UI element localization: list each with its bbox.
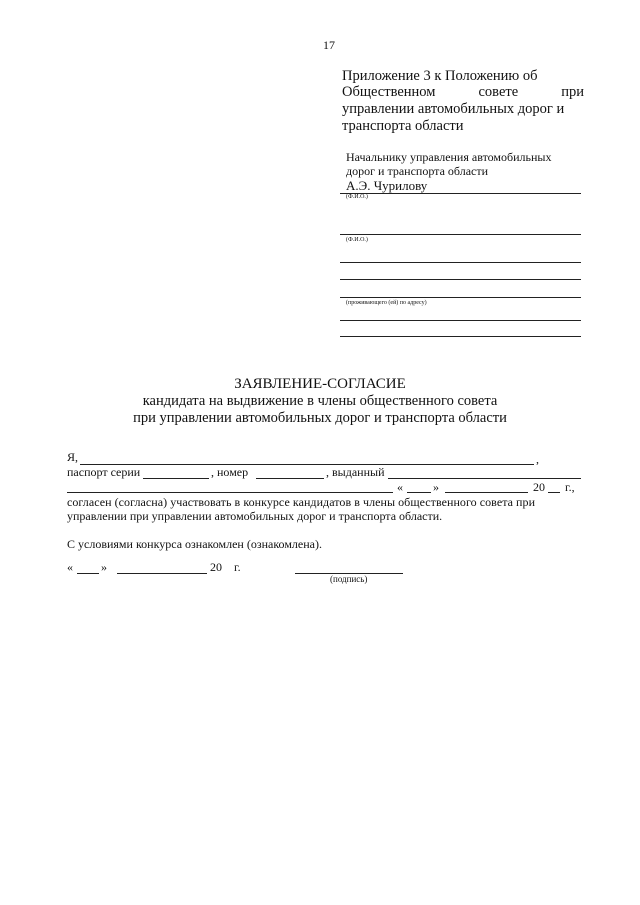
addressee-name: А.Э. Чурилову bbox=[346, 178, 428, 193]
issue-year-suffix: г., bbox=[565, 480, 575, 494]
passport-series-field[interactable] bbox=[143, 478, 209, 479]
sign-year-suffix: г. bbox=[234, 560, 241, 574]
passport-number-label: , номер bbox=[211, 465, 249, 479]
passport-issued-label: , выданный bbox=[326, 465, 385, 479]
issue-date-quote-close: » bbox=[433, 480, 439, 494]
document-title: ЗАЯВЛЕНИЕ-СОГЛАСИЕ bbox=[234, 376, 406, 392]
consent-text-line-1: согласен (согласна) участвовать в конкурсе кандидатов в члены общественного совета при bbox=[67, 495, 536, 509]
passport-issued-field[interactable] bbox=[388, 478, 581, 479]
appendix-word-1: Общественном bbox=[342, 84, 436, 100]
fio-label-2: (Ф.И.О.) bbox=[346, 237, 368, 243]
document-subtitle-1: кандидата на выдвижение в члены общественного совета bbox=[142, 393, 498, 409]
blank-line-2[interactable] bbox=[340, 279, 581, 280]
appendix-word-2: совете bbox=[478, 84, 519, 100]
issue-year-field[interactable] bbox=[548, 492, 560, 493]
addressee-line-2: дорог и транспорта области bbox=[346, 164, 489, 178]
address-line-2[interactable] bbox=[340, 336, 581, 337]
issue-year-prefix: 20 bbox=[533, 480, 545, 494]
appendix-line-1: Приложение 3 к Положению об bbox=[342, 68, 538, 84]
fio-label-1: (Ф.И.О.) bbox=[346, 194, 368, 200]
name-label: Я, bbox=[67, 450, 79, 464]
appendix-line-4: транспорта области bbox=[342, 118, 464, 134]
sign-day-field[interactable] bbox=[77, 573, 99, 574]
sign-year-prefix: 20 bbox=[210, 560, 222, 574]
issue-day-field[interactable] bbox=[407, 492, 431, 493]
acquainted-statement: С условиями конкурса ознакомлен (ознакомлена). bbox=[67, 537, 322, 551]
blank-line-1[interactable] bbox=[340, 262, 581, 263]
sign-date-quote-open: « bbox=[67, 560, 73, 574]
appendix-line-2 bbox=[342, 84, 584, 101]
document-subtitle-2: при управлении автомобильных дорог и транспорта области bbox=[133, 410, 507, 426]
issue-date-quote-open: « bbox=[397, 480, 403, 494]
page-number: 17 bbox=[323, 38, 335, 52]
address-line-1[interactable] bbox=[340, 320, 581, 321]
issue-month-field[interactable] bbox=[445, 492, 528, 493]
sign-date-quote-close: » bbox=[101, 560, 107, 574]
addressee-name-underline bbox=[340, 193, 581, 194]
name-comma: , bbox=[536, 452, 539, 466]
appendix-line-3: управлении автомобильных дорог и bbox=[342, 101, 565, 117]
signature-label: (подпись) bbox=[330, 574, 368, 584]
consent-text-line-2: управлении при управлении автомобильных дорог и транспорта области. bbox=[67, 509, 443, 523]
addressee-line-1: Начальнику управления автомобильных bbox=[346, 150, 552, 164]
passport-series-label: паспорт серии bbox=[67, 465, 141, 479]
blank-line-3[interactable] bbox=[340, 297, 581, 298]
issued-by-field[interactable] bbox=[67, 492, 393, 493]
appendix-word-3: при bbox=[561, 84, 584, 100]
passport-number-field[interactable] bbox=[256, 478, 324, 479]
sign-month-field[interactable] bbox=[117, 573, 207, 574]
full-name-field[interactable] bbox=[80, 464, 534, 465]
address-label: (проживающего (ей) по адресу) bbox=[346, 300, 427, 306]
fio-input-line[interactable] bbox=[340, 234, 581, 235]
